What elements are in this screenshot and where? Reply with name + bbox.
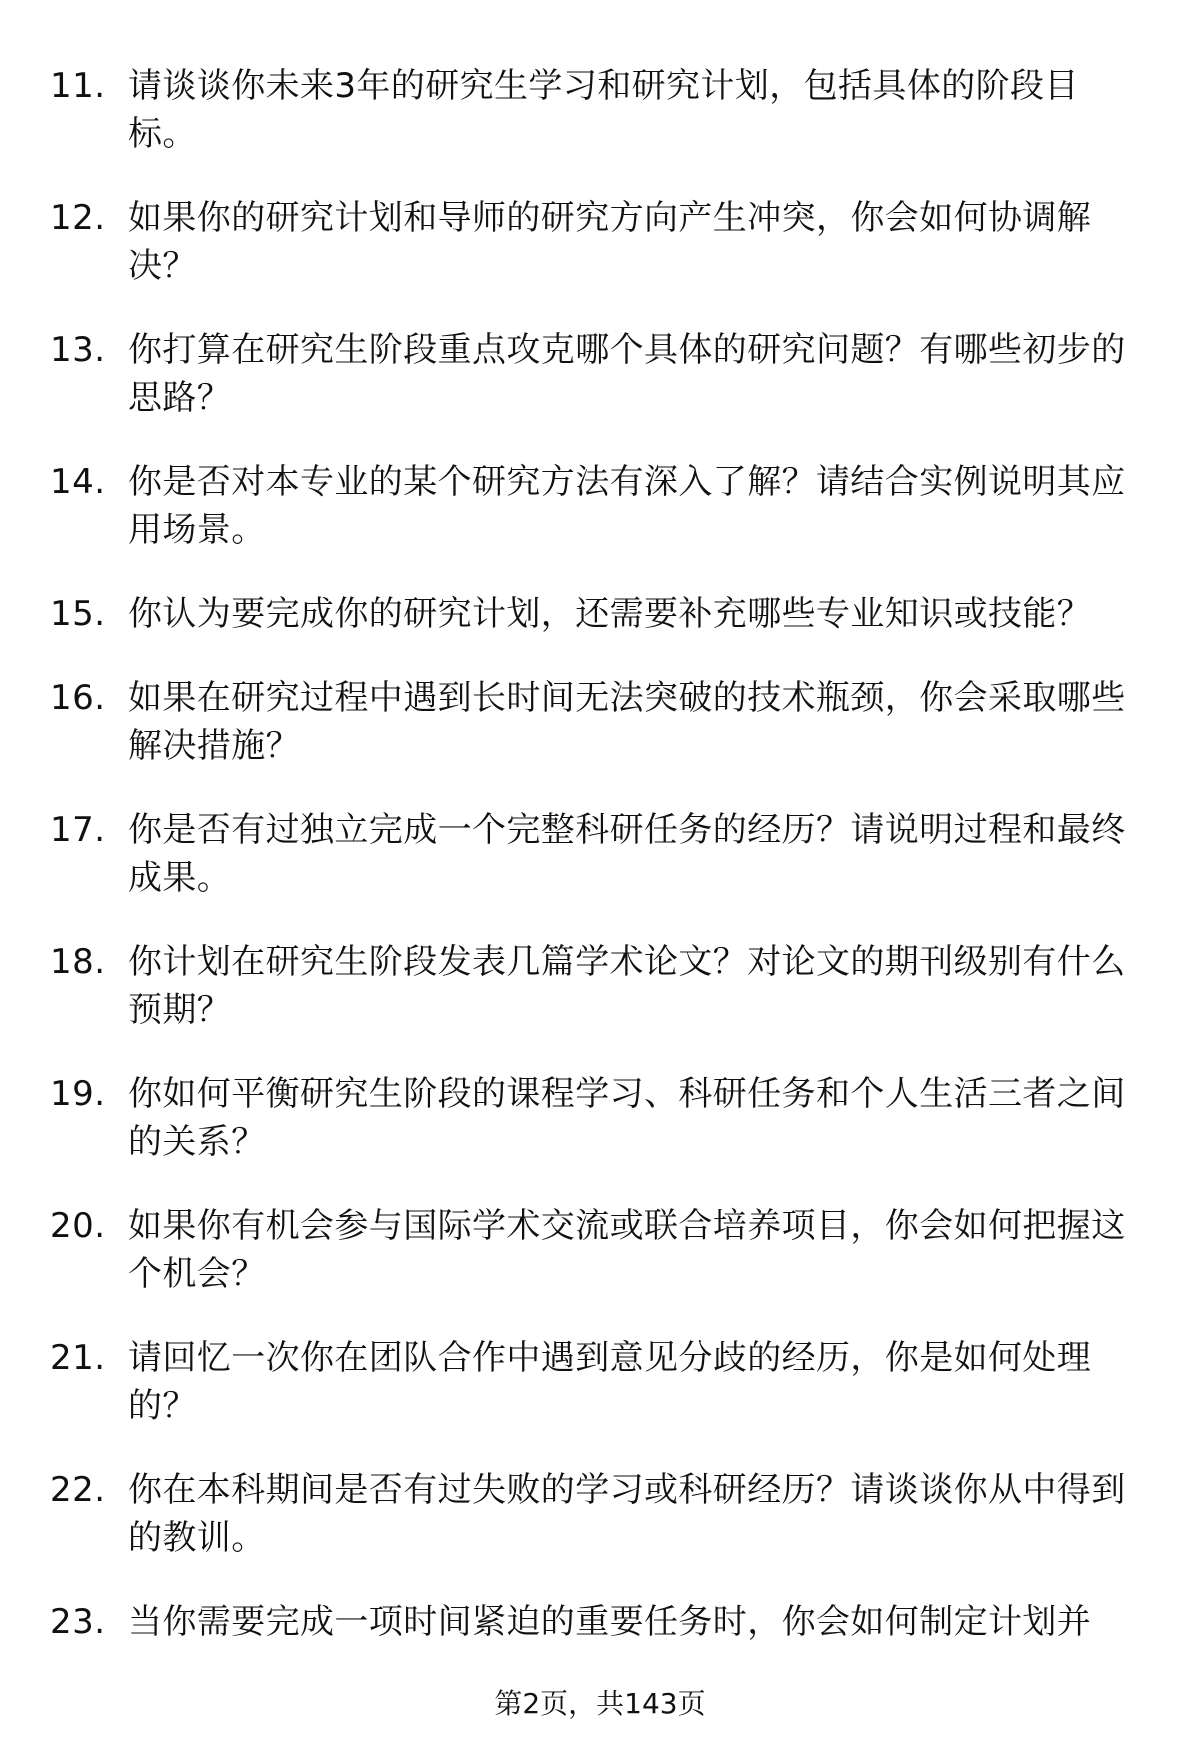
- question-item: [0, 1334, 1200, 1430]
- question-number: 13.: [50, 330, 106, 370]
- question-text: 你打算在研究生阶段重点攻克哪个具体的研究问题？有哪些初步的思路？: [128, 330, 1126, 418]
- question-number: 21.: [50, 1338, 106, 1378]
- question-item: [0, 1598, 1200, 1646]
- question-text: 你是否有过独立完成一个完整科研任务的经历？请说明过程和最终成果。: [128, 810, 1126, 898]
- question-text: 请谈谈你未来3年的研究生学习和研究计划，包括具体的阶段目标。: [128, 66, 1079, 154]
- question-number: 16.: [50, 678, 106, 718]
- page-footer: 第2页，共143页: [494, 1687, 706, 1720]
- question-number: 15.: [50, 594, 106, 634]
- question-text: 当你需要完成一项时间紧迫的重要任务时，你会如何制定计划并: [128, 1602, 1092, 1642]
- question-number: 23.: [50, 1602, 106, 1642]
- question-text: 如果你的研究计划和导师的研究方向产生冲突，你会如何协调解决？: [128, 198, 1092, 286]
- question-item: [0, 1202, 1200, 1298]
- question-number: 22.: [50, 1470, 106, 1510]
- question-item: [0, 938, 1200, 1034]
- question-item: [0, 674, 1200, 770]
- question-number: 11.: [50, 66, 106, 106]
- question-number: 20.: [50, 1206, 106, 1246]
- question-number: 14.: [50, 462, 106, 502]
- question-text: 你在本科期间是否有过失败的学习或科研经历？请谈谈你从中得到的教训。: [128, 1470, 1126, 1558]
- question-text: 如果在研究过程中遇到长时间无法突破的技术瓶颈，你会采取哪些解决措施？: [128, 678, 1126, 766]
- question-text: 请回忆一次你在团队合作中遇到意见分歧的经历，你是如何处理的？: [128, 1338, 1092, 1426]
- question-number: 17.: [50, 810, 106, 850]
- question-item: [0, 458, 1200, 554]
- question-item: [0, 62, 1200, 158]
- question-text: 你如何平衡研究生阶段的课程学习、科研任务和个人生活三者之间的关系？: [128, 1074, 1126, 1162]
- question-item: [0, 806, 1200, 902]
- question-item: [0, 326, 1200, 422]
- question-text: 你认为要完成你的研究计划，还需要补充哪些专业知识或技能？: [128, 594, 1092, 634]
- question-text: 你计划在研究生阶段发表几篇学术论文？对论文的期刊级别有什么预期？: [128, 942, 1126, 1030]
- question-item: [0, 194, 1200, 290]
- question-text: 如果你有机会参与国际学术交流或联合培养项目，你会如何把握这个机会？: [128, 1206, 1126, 1294]
- question-text: 你是否对本专业的某个研究方法有深入了解？请结合实例说明其应用场景。: [128, 462, 1126, 550]
- question-item: [0, 1070, 1200, 1166]
- question-number: 18.: [50, 942, 106, 982]
- question-list: [0, 62, 1200, 1682]
- question-item: [0, 1466, 1200, 1562]
- question-item: [0, 590, 1200, 638]
- question-number: 12.: [50, 198, 106, 238]
- question-number: 19.: [50, 1074, 106, 1114]
